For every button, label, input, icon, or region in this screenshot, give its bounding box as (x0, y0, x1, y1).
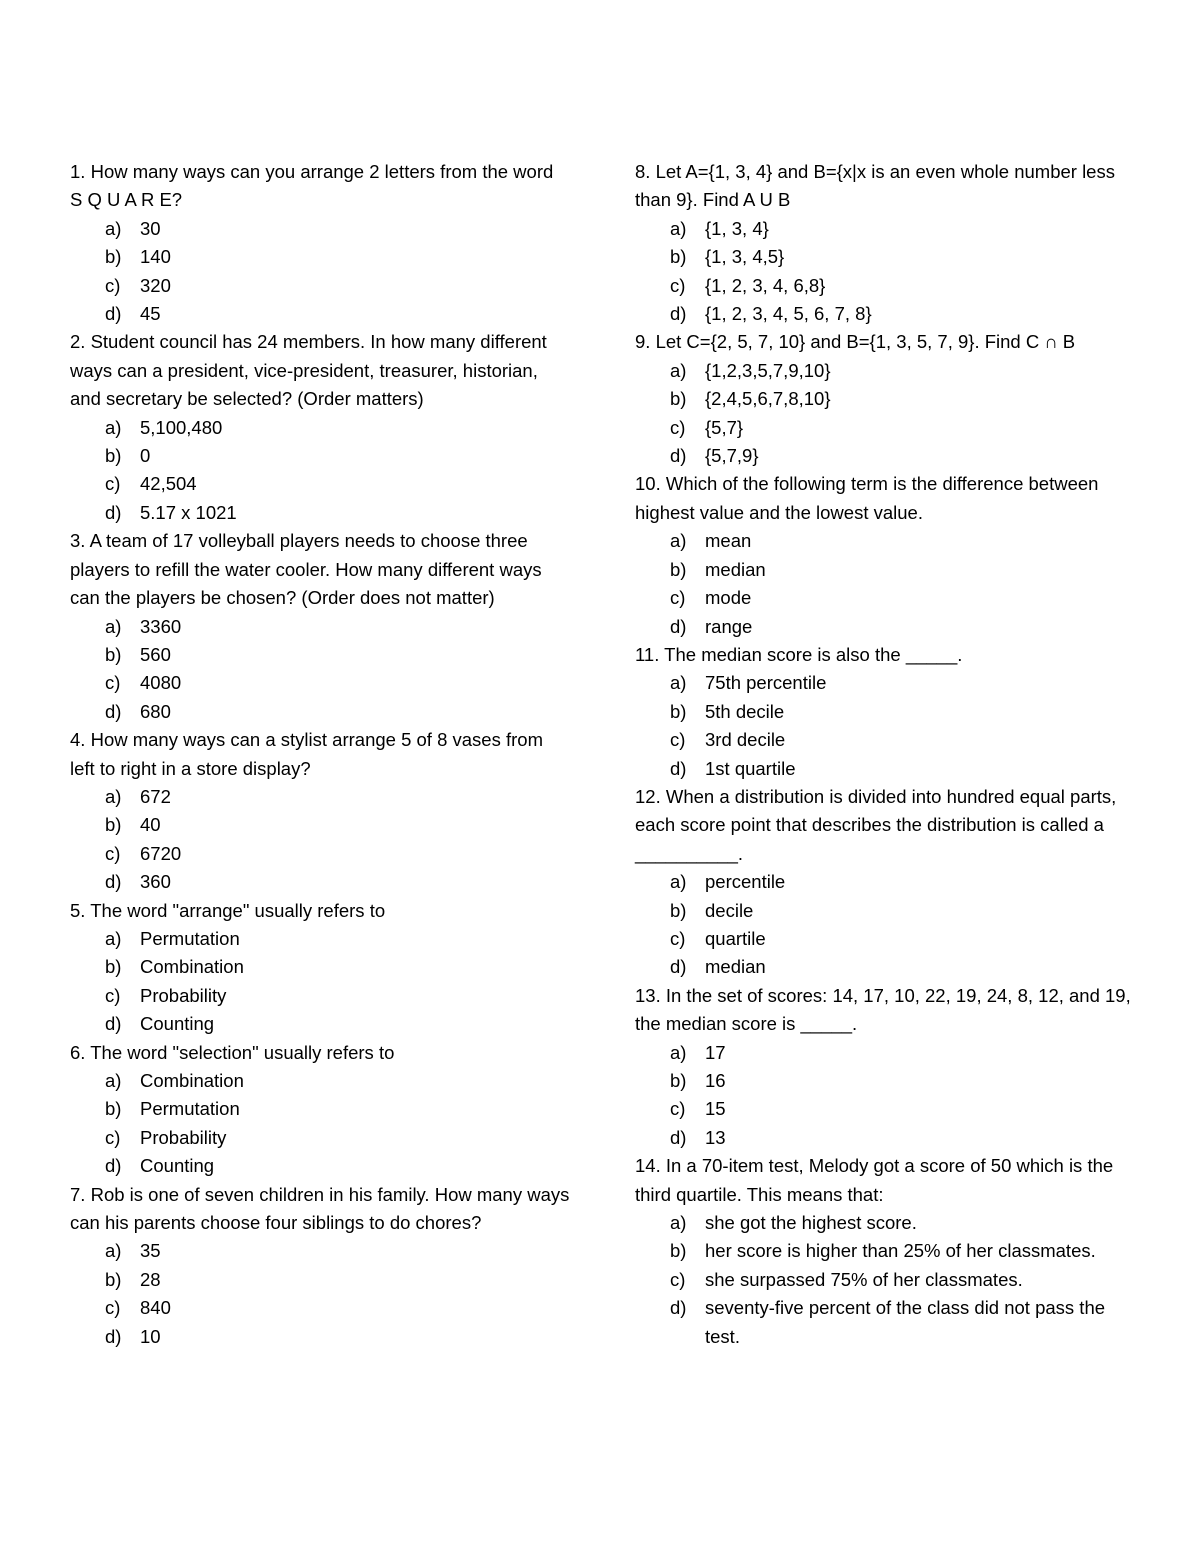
choice-letter: a) (105, 1070, 122, 1091)
choice-text: 360 (140, 871, 171, 893)
choice-text: 680 (140, 700, 171, 722)
choice-letter: a) (105, 615, 122, 637)
choice-item (635, 1095, 1135, 1123)
choice-text: {5,7} (705, 416, 744, 438)
choice-text: mean (705, 530, 752, 552)
choice-text: 42,504 (140, 473, 197, 495)
question-text: How many ways can a stylist arrange 5 of 8 vases from left to right in a store display? (70, 729, 543, 779)
choice-text: her score is higher than 25% of her classmates. (705, 1240, 1096, 1262)
choice-item (70, 215, 570, 243)
choice-item (635, 1067, 1135, 1095)
choice-text: {1, 2, 3, 4, 6,8} (705, 274, 826, 296)
choice-text: 4080 (140, 672, 182, 694)
choice-text: 5.17 x 1021 (140, 501, 237, 523)
choice-list (70, 925, 570, 1039)
choice-text: Counting (140, 1013, 215, 1035)
question-text: The median score is also the _____. (664, 643, 963, 665)
choice-list (635, 868, 1135, 982)
choice-item (70, 1152, 570, 1180)
choice-item (70, 641, 570, 669)
choice-letter: c) (105, 274, 121, 296)
choice-text: 17 (705, 1041, 726, 1063)
choice-list (635, 669, 1135, 783)
choice-letter: b) (670, 899, 687, 921)
choice-letter: d) (105, 1325, 122, 1347)
choice-item (635, 272, 1135, 300)
choice-text: {1, 3, 4,5} (705, 246, 785, 268)
choice-letter: b) (105, 445, 122, 467)
choice-letter: b) (105, 956, 122, 978)
choice-text: seventy-five percent of the class did not pass the test. (705, 1297, 1106, 1347)
choice-text: 10 (140, 1325, 161, 1347)
choice-text: range (705, 615, 753, 637)
choice-item (635, 868, 1135, 896)
choice-letter: b) (670, 700, 687, 722)
choice-text: median (705, 956, 766, 978)
choice-letter: b) (105, 246, 122, 268)
question-number: 9. (635, 331, 651, 353)
choice-letter: c) (105, 1126, 121, 1148)
choice-letter: c) (670, 927, 686, 949)
question-text: Which of the following term is the difference between highest value and the lowest value. (635, 473, 1099, 523)
choice-letter: d) (105, 871, 122, 893)
choice-item (635, 953, 1135, 981)
choice-list (70, 1237, 570, 1351)
choice-letter: d) (105, 700, 122, 722)
question-1 (70, 158, 570, 328)
choice-letter: a) (670, 1212, 687, 1234)
choice-text: {1, 3, 4} (705, 217, 769, 239)
choice-letter: c) (670, 729, 686, 751)
choice-text: 28 (140, 1268, 161, 1290)
question-4 (70, 726, 570, 896)
question-number: 3. (70, 530, 86, 552)
choice-text: Probability (140, 984, 227, 1006)
choice-list (635, 215, 1135, 329)
choice-letter: b) (105, 643, 122, 665)
choice-item (70, 982, 570, 1010)
choice-letter: d) (105, 1155, 122, 1177)
choice-text: Counting (140, 1155, 215, 1177)
question-7 (70, 1181, 570, 1351)
question-6 (70, 1039, 570, 1181)
question-12 (635, 783, 1135, 982)
choice-text: 672 (140, 785, 171, 807)
choice-letter: a) (105, 785, 122, 807)
choice-text: Combination (140, 956, 244, 978)
choice-item (70, 1266, 570, 1294)
choice-letter: c) (105, 672, 121, 694)
choice-letter: b) (670, 246, 687, 268)
choice-item (70, 698, 570, 726)
choice-letter: d) (670, 303, 687, 325)
choice-item (635, 527, 1135, 555)
choice-item (70, 868, 570, 896)
choice-letter: b) (105, 1268, 122, 1290)
choice-letter: c) (670, 587, 686, 609)
choice-text: {5,7,9} (705, 445, 759, 467)
choice-letter: d) (670, 1297, 687, 1319)
choice-text: {1,2,3,5,7,9,10} (705, 359, 831, 381)
question-number: 8. (635, 161, 651, 182)
choice-letter: b) (670, 388, 687, 410)
choice-item (70, 953, 570, 981)
choice-text: quartile (705, 927, 766, 949)
question-text: When a distribution is divided into hundred equal parts, each score point that describes the distribution is called a __________. (635, 785, 1117, 864)
choice-item (70, 414, 570, 442)
choice-item (635, 1237, 1135, 1265)
choice-item (635, 1209, 1135, 1237)
question-2 (70, 328, 570, 527)
question-text: How many ways can you arrange 2 letters from the word S Q U A R E? (70, 161, 554, 211)
choice-letter: d) (105, 501, 122, 523)
choice-item (635, 414, 1135, 442)
choice-item (70, 300, 570, 328)
question-10 (635, 470, 1135, 640)
question-8 (635, 158, 1135, 328)
choice-item (70, 272, 570, 300)
choice-text: 1st quartile (705, 757, 796, 779)
choice-item (70, 613, 570, 641)
choice-text: Permutation (140, 1098, 240, 1120)
choice-text: 560 (140, 643, 171, 665)
choice-letter: c) (105, 473, 121, 495)
choice-letter: d) (670, 445, 687, 467)
question-13 (635, 982, 1135, 1152)
choice-item (70, 669, 570, 697)
question-text: Student council has 24 members. In how many different ways can a president, vice-president, treasurer, historian, and secretary be selected? (Order matters) (70, 331, 547, 410)
choice-list (635, 527, 1135, 641)
choice-text: median (705, 558, 766, 580)
choice-text: 3360 (140, 615, 182, 637)
choice-text: 5,100,480 (140, 416, 223, 438)
choice-text: she surpassed 75% of her classmates. (705, 1268, 1023, 1290)
choice-item (70, 1323, 570, 1351)
choice-item (635, 442, 1135, 470)
question-text: A team of 17 volleyball players needs to choose three players to refill the water cooler. How many different ways can the players be chosen? (Order does not matter) (70, 530, 542, 609)
choice-letter: b) (670, 1070, 687, 1091)
question-text: In the set of scores: 14, 17, 10, 22, 19, 24, 8, 12, and 19, the median score is _____. (635, 984, 1131, 1035)
choice-item (70, 1067, 570, 1095)
question-text: Let A={1, 3, 4} and B={x|x is an even whole number less than 9}. Find A U B (635, 161, 1115, 211)
choice-item (635, 300, 1135, 328)
choice-list (70, 613, 570, 727)
choice-list (70, 783, 570, 897)
choice-item (635, 897, 1135, 925)
choice-letter: a) (670, 871, 687, 893)
choice-item (70, 470, 570, 498)
choice-letter: d) (670, 1126, 687, 1148)
choice-letter: c) (105, 842, 121, 864)
choice-text: 840 (140, 1297, 171, 1319)
question-number: 7. (70, 1183, 86, 1205)
choice-item (70, 1095, 570, 1123)
choice-list (70, 414, 570, 528)
choice-text: mode (705, 587, 752, 609)
choice-letter: b) (105, 1098, 122, 1120)
choice-text: 30 (140, 217, 161, 239)
choice-text: 40 (140, 814, 161, 836)
choice-letter: c) (670, 274, 686, 296)
question-number: 14. (635, 1155, 661, 1177)
choice-letter: a) (670, 530, 687, 552)
choice-text: 6720 (140, 842, 182, 864)
choice-letter: a) (105, 217, 122, 239)
choice-letter: d) (105, 1013, 122, 1035)
choice-item (70, 840, 570, 868)
choice-text: {1, 2, 3, 4, 5, 6, 7, 8} (705, 303, 872, 325)
question-number: 12. (635, 785, 661, 807)
choice-letter: a) (670, 359, 687, 381)
choice-item (635, 1294, 1135, 1351)
choice-text: 140 (140, 246, 171, 268)
choice-item (635, 1039, 1135, 1067)
choice-item (635, 243, 1135, 271)
choice-list (635, 1209, 1135, 1351)
choice-item (70, 1237, 570, 1265)
choice-item (70, 811, 570, 839)
choice-text: 320 (140, 274, 171, 296)
choice-text: 3rd decile (705, 729, 786, 751)
question-5 (70, 897, 570, 1039)
choice-item (635, 1124, 1135, 1152)
choice-letter: c) (105, 1297, 121, 1319)
choice-item (635, 669, 1135, 697)
choice-text: Combination (140, 1070, 244, 1091)
choice-item (635, 925, 1135, 953)
choice-letter: d) (670, 956, 687, 978)
choice-item (70, 1010, 570, 1038)
choice-letter: c) (670, 416, 686, 438)
question-number: 13. (635, 984, 661, 1006)
choice-letter: d) (670, 757, 687, 779)
choice-letter: b) (105, 814, 122, 836)
question-number: 4. (70, 729, 86, 751)
choice-item (635, 613, 1135, 641)
choice-text: {2,4,5,6,7,8,10} (705, 388, 831, 410)
choice-letter: d) (670, 615, 687, 637)
choice-item (635, 385, 1135, 413)
choice-item (635, 556, 1135, 584)
choice-item (635, 1266, 1135, 1294)
choice-text: she got the highest score. (705, 1212, 917, 1234)
choice-list (70, 1067, 570, 1181)
choice-letter: a) (105, 416, 122, 438)
choice-item (635, 698, 1135, 726)
choice-text: 45 (140, 303, 161, 325)
choice-letter: b) (670, 1240, 687, 1262)
choice-list (635, 1039, 1135, 1153)
choice-item (635, 755, 1135, 783)
right-column (635, 158, 1135, 1351)
question-number: 11. (635, 643, 660, 665)
choice-item (635, 584, 1135, 612)
choice-text: decile (705, 899, 754, 921)
question-text: Rob is one of seven children in his family. How many ways can his parents choose four siblings to do chores? (70, 1183, 570, 1234)
choice-text: Probability (140, 1126, 227, 1148)
choice-item (635, 726, 1135, 754)
question-number: 2. (70, 331, 86, 353)
choice-letter: a) (670, 672, 687, 694)
choice-text: 16 (705, 1070, 726, 1091)
choice-text: percentile (705, 871, 786, 893)
choice-text: Permutation (140, 927, 240, 949)
question-number: 5. (70, 899, 86, 921)
choice-item (635, 357, 1135, 385)
choice-item (635, 215, 1135, 243)
choice-text: 13 (705, 1126, 726, 1148)
question-14 (635, 1152, 1135, 1351)
choice-item (70, 442, 570, 470)
choice-letter: a) (670, 1041, 687, 1063)
choice-text: 35 (140, 1240, 161, 1262)
choice-text: 75th percentile (705, 672, 827, 694)
question-text: In a 70-item test, Melody got a score of 50 which is the third quartile. This means that: (635, 1155, 1114, 1205)
question-3 (70, 527, 570, 726)
choice-letter: a) (105, 927, 122, 949)
choice-item (70, 783, 570, 811)
choice-list (70, 215, 570, 329)
left-column (70, 158, 570, 1351)
choice-item (70, 925, 570, 953)
question-11 (635, 641, 1135, 783)
question-number: 1. (70, 161, 86, 182)
choice-letter: c) (670, 1098, 686, 1120)
choice-letter: a) (670, 217, 687, 239)
choice-letter: d) (105, 303, 122, 325)
choice-item (70, 1294, 570, 1322)
choice-letter: c) (670, 1268, 686, 1290)
question-text: The word "arrange" usually refers to (90, 899, 386, 921)
question-text: Let C={2, 5, 7, 10} and B={1, 3, 5, 7, 9}. Find C ∩ B (655, 331, 1076, 353)
question-text: The word "selection" usually refers to (90, 1041, 395, 1063)
choice-text: 15 (705, 1098, 726, 1120)
choice-text: 5th decile (705, 700, 785, 722)
question-9 (635, 328, 1135, 470)
choice-item (70, 1124, 570, 1152)
question-number: 10. (635, 473, 661, 495)
choice-item (70, 243, 570, 271)
choice-text: 0 (140, 445, 151, 467)
choice-letter: c) (105, 984, 121, 1006)
choice-item (70, 499, 570, 527)
question-number: 6. (70, 1041, 86, 1063)
choice-letter: a) (105, 1240, 122, 1262)
choice-list (635, 357, 1135, 471)
choice-letter: b) (670, 558, 687, 580)
